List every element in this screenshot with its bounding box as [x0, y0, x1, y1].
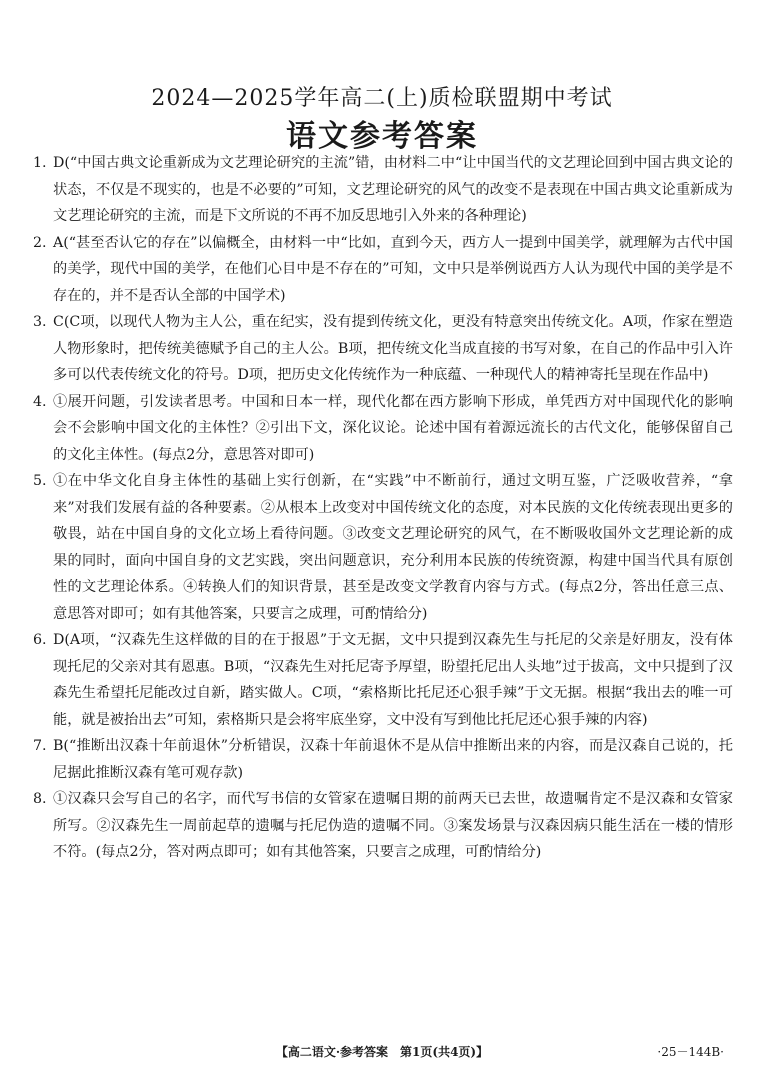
answer-text: D(“中国古典文论重新成为文艺理论研究的主流”错，由材料二中“让中国当代的文艺理论回到中国古典文论的状态，不仅是不现实的，也是不必要的”可知，文艺理论研究的风气的改变不是表现在中国古典文论重新成为文艺理论研究的主流，而是下文所说的不再不加反思地引入外来的各种理论) [53, 155, 733, 224]
footer-code: ·25－144B· [657, 1045, 724, 1059]
answer-key-title: 语文参考答案 [286, 119, 478, 154]
answer-number: 5. [33, 473, 47, 489]
exam-title: 2024—2025学年高二(上)质检联盟期中考试 [151, 86, 613, 111]
answer-number: 8. [33, 791, 47, 807]
answer-number: 6. [33, 632, 47, 648]
answer-text: A(“甚至否认它的存在”以偏概全，由材料一中“比如，直到今天，西方人一提到中国美学，就理解为古代中国的美学，现代中国的美学，在他们心目中是不存在的”可知，文中只是举例说西方人认为现代中国的美学是不存在的，并不是否认全部的中国学术) [53, 234, 733, 304]
answer-text: ①展开问题，引发读者思考。中国和日本一样，现代化都在西方影响下形成，单凭西方对中国现代化的影响会不会影响中国文化的主体性？②引出下文，深化议论。论述中国有着源远流长的古代文化，能够保留自己的文化主体性。(每点2分，意思答对即可) [53, 393, 733, 463]
answer-text: C(C项，以现代人物为主人公，重在纪实，没有提到传统文化，更没有特意突出传统文化。A项，作家在塑造人物形象时，把传统美德赋予自己的主人公。B项，把传统文化当成直接的书写对象，在自己的作品中引入许多可以代表传统文化的符号。D项，把历史文化传统作为一种底蕴、一种现代人的精神寄托呈现在作品中) [53, 314, 733, 383]
answer-item-2 [33, 230, 733, 310]
answer-item-6 [33, 627, 733, 733]
answer-item-8 [33, 786, 733, 866]
answer-number: 3. [33, 314, 47, 330]
answer-text: ①在中华文化自身主体性的基础上实行创新，在“实践”中不断前行，通过文明互鉴，广泛吸收营养，“拿来”对我们发展有益的各种要素。②从根本上改变对中国传统文化的态度，对本民族的文化传统表现出更多的敬畏，站在中国自身的文化立场上看待问题。③改变文艺理论研究的风气，在不断吸收国外文艺理论新的成果的同时，面向中国自身的文艺实践，突出问题意识，充分利用本民族的传统资源，构建中国当代具有原创性的文艺理论体系。④转换人们的知识背景，甚至是改变文学教育内容与方式。(每点2分，答出任意三点、意思答对即可；如有其他答案，只要言之成理，可酌情给分) [53, 473, 733, 622]
answer-text: D(A项，“汉森先生这样做的目的在于报恩”于文无据，文中只提到汉森先生与托尼的父亲是好朋友，没有体现托尼的父亲对其有恩惠。B项，“汉森先生对托尼寄予厚望，盼望托尼出人头地”过于拔高，文中只提到了汉森先生希望托尼能改过自新，踏实做人。C项，“索格斯比托尼还心狠手辣”于文无据。根据“我出去的唯一可能，就是被抬出去”可知，索格斯只是会将牢底坐穿，文中没有写到他比托尼还心狠手辣的内容) [53, 632, 733, 728]
answer-number: 4. [33, 393, 47, 410]
answer-list [33, 150, 733, 866]
answer-item-5 [33, 468, 733, 627]
answer-number: 1. [33, 155, 47, 171]
answer-item-7 [33, 733, 733, 786]
footer-page-info: 【高二语文·参考答案 第1页(共4页)】 [275, 1045, 489, 1059]
answer-text: ①汉森只会写自己的名字，而代写书信的女管家在遗嘱日期的前两天已去世，故遗嘱肯定不是汉森和女管家所写。②汉森先生一周前起草的遗嘱与托尼伪造的遗嘱不同。③案发场景与汉森因病只能生活在一楼的情形不符。(每点2分，答对两点即可；如有其他答案，只要言之成理，可酌情给分) [53, 791, 733, 860]
answer-item-3 [33, 309, 733, 389]
answer-item-4 [33, 389, 733, 469]
answer-number: 2. [33, 234, 47, 251]
answer-number: 7. [33, 738, 47, 754]
answer-text: B(“推断出汉森十年前退休”分析错误，汉森十年前退休不是从信中推断出来的内容，而是汉森自己说的，托尼据此推断汉森有笔可观存款) [53, 738, 733, 781]
answer-item-1 [33, 150, 733, 230]
